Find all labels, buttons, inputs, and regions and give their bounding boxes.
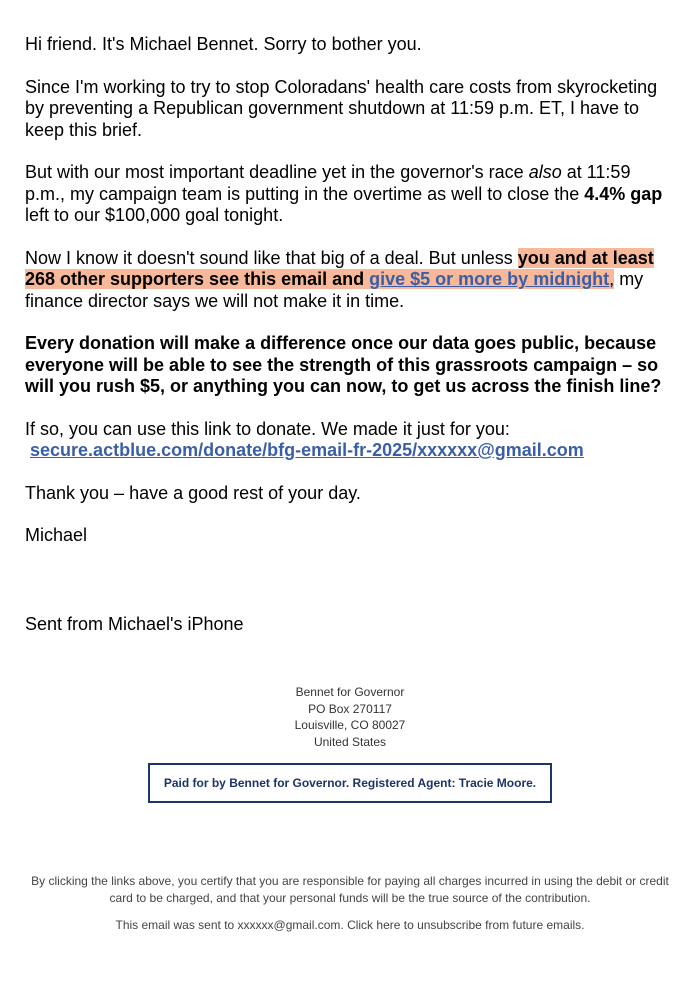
text: at 11:59 p.m., my campaign team is putting in the overtime as well to close the [25,162,631,204]
comma: , [609,269,615,289]
thank-you: Thank you – have a good rest of your day. [25,482,361,503]
address-line: PO Box 270117 [308,701,392,716]
text: Now I know it doesn't sound like that big of a deal. But unless [25,247,518,268]
donate-link[interactable]: give $5 or more by midnight [369,269,610,289]
address-line: Bennet for Governor [295,685,405,699]
italic-text: also [528,162,562,182]
signoff: Michael [25,525,88,545]
unsubscribe-line [0,918,700,932]
text: left to our $100,000 goal tonight. [25,205,284,225]
footer-address [0,684,700,750]
paragraph-supporters [25,248,675,313]
paragraph-shutdown: Since I'm working to try to stop Coloradans' health care costs from skyrocketing by preventing a Republican government shutdown at 11:59 p.m. ET, I have to keep this brief. [25,76,658,140]
text: If so, you can use this link to donate. We made it just for you: [25,418,510,439]
address-line: United States [313,734,387,749]
sent-to-text: This email was sent to xxxxxx@gmail.com. [115,918,348,932]
text: my finance director says we will not make it in time. [25,269,644,311]
bold-text: 4.4% gap [584,183,663,204]
actblue-donate-link[interactable]: secure.actblue.com/donate/bfg-email-fr-2025/xxxxxx@gmail.com [30,440,584,460]
sent-from: Sent from Michael's iPhone [25,614,244,634]
unsubscribe-link[interactable]: Click here to unsubscribe from future emails. [347,918,585,932]
paragraph-ask: Every donation will make a difference once our data goes public, because everyone will be able to see the strength of this grassroots campaign – so will you rush $5, or anything you can now, to get us across the finish line? [25,333,662,396]
text: But with our most important deadline yet in the governor's race [25,162,529,182]
address-line: Louisville, CO 80027 [294,718,406,732]
greeting: Hi friend. It's Michael Bennet. Sorry to bother you. [25,34,422,54]
disclaimer: By clicking the links above, you certify that you are responsible for paying all charges incurred in using the debit or credit card to be charged, and that your personal funds will be the true source of the contribution. [31,874,669,905]
highlight-text: you and at least 268 other supporters see this email and [25,247,654,289]
paid-for-text: Paid for by Bennet for Governor. Registered Agent: Tracie Moore. [163,776,537,790]
email-body [25,34,675,568]
paragraph-link [25,419,675,462]
paid-for-box [148,763,552,803]
paragraph-deadline [25,162,675,227]
